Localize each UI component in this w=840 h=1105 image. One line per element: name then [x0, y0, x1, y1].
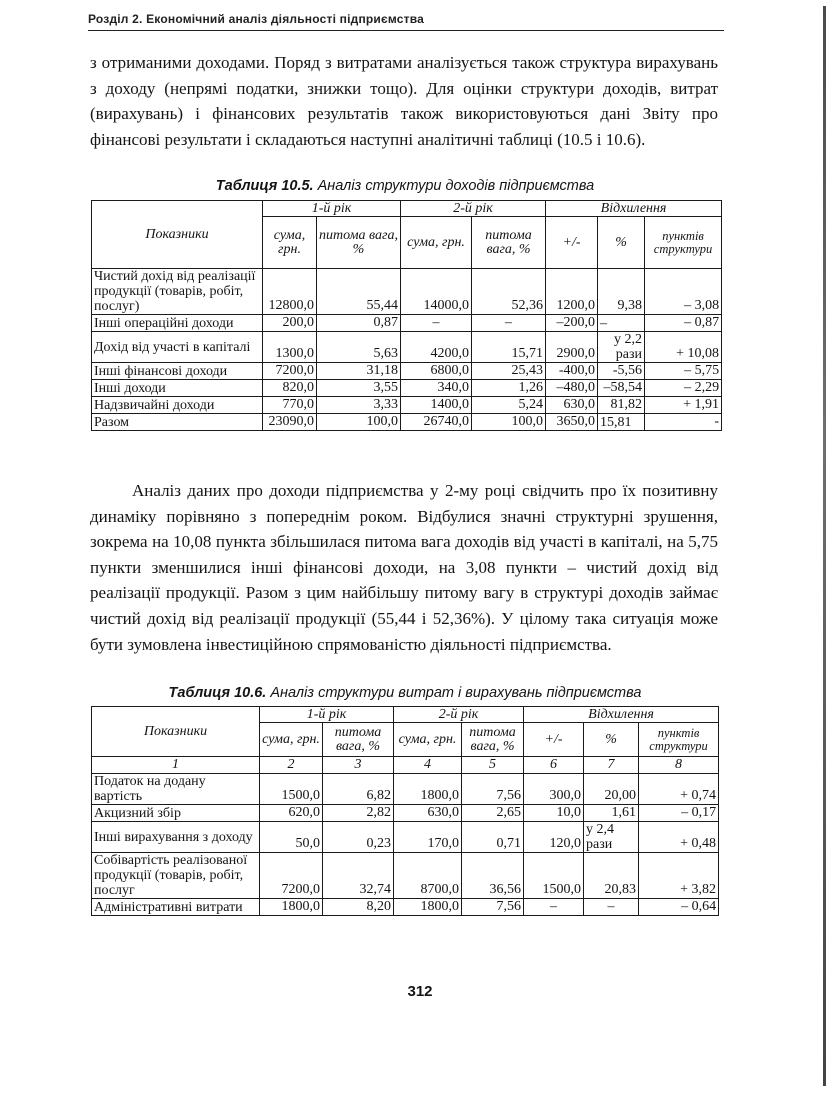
cell-sum2: – — [401, 315, 472, 332]
scan-edge-shadow — [823, 6, 826, 1086]
cell-points: + 0,74 — [639, 774, 719, 805]
table-row — [92, 805, 719, 822]
cell-pct: –58,54 — [598, 380, 645, 397]
cell-share2: 100,0 — [472, 414, 546, 431]
cell-share2: 2,65 — [462, 805, 524, 822]
cell-delta: 3650,0 — [546, 414, 598, 431]
t1-header-points: пунктів структури — [645, 217, 722, 269]
cell-share2: 7,56 — [462, 774, 524, 805]
cell-share1: 2,82 — [323, 805, 394, 822]
cell-sum2: 1800,0 — [394, 774, 462, 805]
cell-delta: 1500,0 — [524, 853, 584, 899]
cell-sum1: 1500,0 — [260, 774, 323, 805]
t2-header-points: пунктів структури — [639, 723, 719, 757]
cell-share2: 7,56 — [462, 899, 524, 916]
cell-share1: 6,82 — [323, 774, 394, 805]
cell-delta: 630,0 — [546, 397, 598, 414]
cell-sum2: 6800,0 — [401, 363, 472, 380]
t1-header-year1: 1-й рік — [263, 201, 401, 217]
column-number: 7 — [584, 757, 639, 774]
table-row — [92, 414, 722, 431]
row-label: Податок на додану вартість — [92, 774, 260, 805]
table-row — [92, 397, 722, 414]
cell-share2: – — [472, 315, 546, 332]
cell-pct: 9,38 — [598, 269, 645, 315]
cell-share2: 25,43 — [472, 363, 546, 380]
cell-share1: 0,87 — [317, 315, 401, 332]
cell-pct: 81,82 — [598, 397, 645, 414]
cell-share1: 5,63 — [317, 332, 401, 363]
paragraph-analysis: Аналіз даних про доходи підприємства у 2-му році свідчить про їх позитивну динаміку порівняно з попереднім роком. Відбулися значні структурні зрушення, зокрема на 10,08 пункта збільшилася питома вага доходів від участі в капіталі, на 5,75 пункти зменшилися інші фінансові доходи, на 3,08 пункти – чистий дохід від реалізації продукції. Разом з цим найбільшу питому вагу в структурі доходів займає чистий дохід від реалізації продукції (55,44 і 52,36%). У цілому така ситуація може бути зумовлена інвестиційною спрямованістю діяльності підприємства. — [90, 481, 718, 654]
cell-points: – 5,75 — [645, 363, 722, 380]
cell-sum1: 620,0 — [260, 805, 323, 822]
column-number: 5 — [462, 757, 524, 774]
t2-header-pct: % — [584, 723, 639, 757]
cell-sum1: 820,0 — [263, 380, 317, 397]
t2-header-pm: +/- — [524, 723, 584, 757]
t1-header-year2: 2-й рік — [401, 201, 546, 217]
column-number-row — [92, 757, 719, 774]
t2-header-year1: 1-й рік — [260, 707, 394, 723]
column-number: 6 — [524, 757, 584, 774]
t2-header-share2: питома вага, % — [462, 723, 524, 757]
cell-delta: –200,0 — [546, 315, 598, 332]
cell-points: - — [645, 414, 722, 431]
table-row — [92, 315, 722, 332]
table-row — [92, 363, 722, 380]
t2-header-share1: питома вага, % — [323, 723, 394, 757]
row-label: Чистий дохід від реалізації продукції (товарів, робіт, послуг) — [92, 269, 263, 315]
t1-header-sum1: сума, грн. — [263, 217, 317, 269]
table2-caption-text: Аналіз структури витрат і вирахувань підприємства — [270, 685, 642, 701]
cell-sum2: 630,0 — [394, 805, 462, 822]
table2-caption — [90, 685, 720, 701]
cell-sum1: 50,0 — [260, 822, 323, 853]
cell-share1: 3,55 — [317, 380, 401, 397]
cell-points: + 10,08 — [645, 332, 722, 363]
cell-delta: 10,0 — [524, 805, 584, 822]
cell-sum2: 170,0 — [394, 822, 462, 853]
row-label: Інші фінансові доходи — [92, 363, 263, 380]
cell-share2: 5,24 — [472, 397, 546, 414]
page-number: 312 — [407, 983, 433, 1000]
cell-pct: -5,56 — [598, 363, 645, 380]
table1-caption — [90, 178, 720, 194]
cell-points: + 3,82 — [639, 853, 719, 899]
row-label: Дохід від участі в капіталі — [92, 332, 263, 363]
cell-pct: – — [584, 899, 639, 916]
cell-pct: – — [598, 315, 645, 332]
table-row — [92, 853, 719, 899]
cell-points: – 0,17 — [639, 805, 719, 822]
cell-points: + 0,48 — [639, 822, 719, 853]
row-label: Інші доходи — [92, 380, 263, 397]
cell-pct: 20,83 — [584, 853, 639, 899]
table-row — [92, 269, 722, 315]
table-row — [92, 380, 722, 397]
t1-header-share2: питома вага, % — [472, 217, 546, 269]
row-label: Акцизний збір — [92, 805, 260, 822]
table2-caption-label: Таблиця 10.6. — [168, 685, 267, 701]
cell-points: + 1,91 — [645, 397, 722, 414]
cell-delta: -400,0 — [546, 363, 598, 380]
cell-sum2: 340,0 — [401, 380, 472, 397]
t2-header-indicators: Показники — [92, 707, 260, 757]
t2-header-sum2: сума, грн. — [394, 723, 462, 757]
cell-share1: 32,74 — [323, 853, 394, 899]
t2-header-sum1: сума, грн. — [260, 723, 323, 757]
table-row — [92, 774, 719, 805]
cell-share1: 100,0 — [317, 414, 401, 431]
cell-pct: 1,61 — [584, 805, 639, 822]
cell-sum1: 770,0 — [263, 397, 317, 414]
cell-delta: – — [524, 899, 584, 916]
paragraph-intro: з отриманими доходами. Поряд з витратами аналізується також структура вирахувань з доходу (непрямі податки, знижки тощо). Для оцінки структури доходів, витрат (вирахувань) і фінансових результатів також використовуються дані Звіту про фінансові результати і складаються наступні аналітичні таблиці (10.5 і 10.6). — [90, 53, 718, 149]
cell-sum1: 7200,0 — [263, 363, 317, 380]
cell-sum2: 1800,0 — [394, 899, 462, 916]
row-label: Надзвичайні доходи — [92, 397, 263, 414]
income-structure-table — [91, 200, 722, 431]
cell-pct: у 2,4 рази — [584, 822, 639, 853]
row-label: Інші вирахування з доходу — [92, 822, 260, 853]
expense-structure-table — [91, 706, 719, 916]
cell-share1: 31,18 — [317, 363, 401, 380]
cell-sum1: 7200,0 — [260, 853, 323, 899]
t2-header-deviation: Відхилення — [524, 707, 719, 723]
cell-share2: 36,56 — [462, 853, 524, 899]
cell-share2: 0,71 — [462, 822, 524, 853]
cell-delta: –480,0 — [546, 380, 598, 397]
table1-caption-label: Таблиця 10.5. — [215, 178, 314, 194]
cell-points: – 0,87 — [645, 315, 722, 332]
row-label: Адміністративні витрати — [92, 899, 260, 916]
t1-header-pm: +/- — [546, 217, 598, 269]
cell-sum1: 1300,0 — [263, 332, 317, 363]
t1-header-share1: питома вага, % — [317, 217, 401, 269]
column-number: 8 — [639, 757, 719, 774]
cell-pct: у 2,2 рази — [598, 332, 645, 363]
cell-pct: 15,81 — [598, 414, 645, 431]
cell-sum2: 1400,0 — [401, 397, 472, 414]
cell-delta: 120,0 — [524, 822, 584, 853]
row-label: Собівартість реалізованої продукції (товарів, робіт, послуг — [92, 853, 260, 899]
t1-header-indicators: Показники — [92, 201, 263, 269]
cell-share1: 55,44 — [317, 269, 401, 315]
cell-sum2: 8700,0 — [394, 853, 462, 899]
cell-sum2: 14000,0 — [401, 269, 472, 315]
row-label: Разом — [92, 414, 263, 431]
table1-caption-text: Аналіз структури доходів підприємства — [317, 178, 595, 194]
cell-delta: 2900,0 — [546, 332, 598, 363]
cell-points: – 2,29 — [645, 380, 722, 397]
t1-header-pct: % — [598, 217, 645, 269]
running-head: Розділ 2. Економічний аналіз діяльності підприємства — [88, 12, 724, 31]
column-number: 3 — [323, 757, 394, 774]
cell-points: – 3,08 — [645, 269, 722, 315]
table-row — [92, 332, 722, 363]
cell-share1: 3,33 — [317, 397, 401, 414]
table-row — [92, 822, 719, 853]
cell-share2: 1,26 — [472, 380, 546, 397]
cell-sum2: 4200,0 — [401, 332, 472, 363]
column-number: 1 — [92, 757, 260, 774]
cell-share2: 15,71 — [472, 332, 546, 363]
cell-sum1: 12800,0 — [263, 269, 317, 315]
cell-share2: 52,36 — [472, 269, 546, 315]
cell-sum1: 23090,0 — [263, 414, 317, 431]
t2-header-year2: 2-й рік — [394, 707, 524, 723]
cell-sum1: 200,0 — [263, 315, 317, 332]
cell-pct: 20,00 — [584, 774, 639, 805]
cell-sum2: 26740,0 — [401, 414, 472, 431]
cell-delta: 300,0 — [524, 774, 584, 805]
t1-header-sum2: сума, грн. — [401, 217, 472, 269]
column-number: 4 — [394, 757, 462, 774]
row-label: Інші операційні доходи — [92, 315, 263, 332]
t1-header-deviation: Відхилення — [546, 201, 722, 217]
table-row — [92, 899, 719, 916]
cell-points: – 0,64 — [639, 899, 719, 916]
cell-share1: 0,23 — [323, 822, 394, 853]
column-number: 2 — [260, 757, 323, 774]
cell-sum1: 1800,0 — [260, 899, 323, 916]
cell-delta: 1200,0 — [546, 269, 598, 315]
cell-share1: 8,20 — [323, 899, 394, 916]
